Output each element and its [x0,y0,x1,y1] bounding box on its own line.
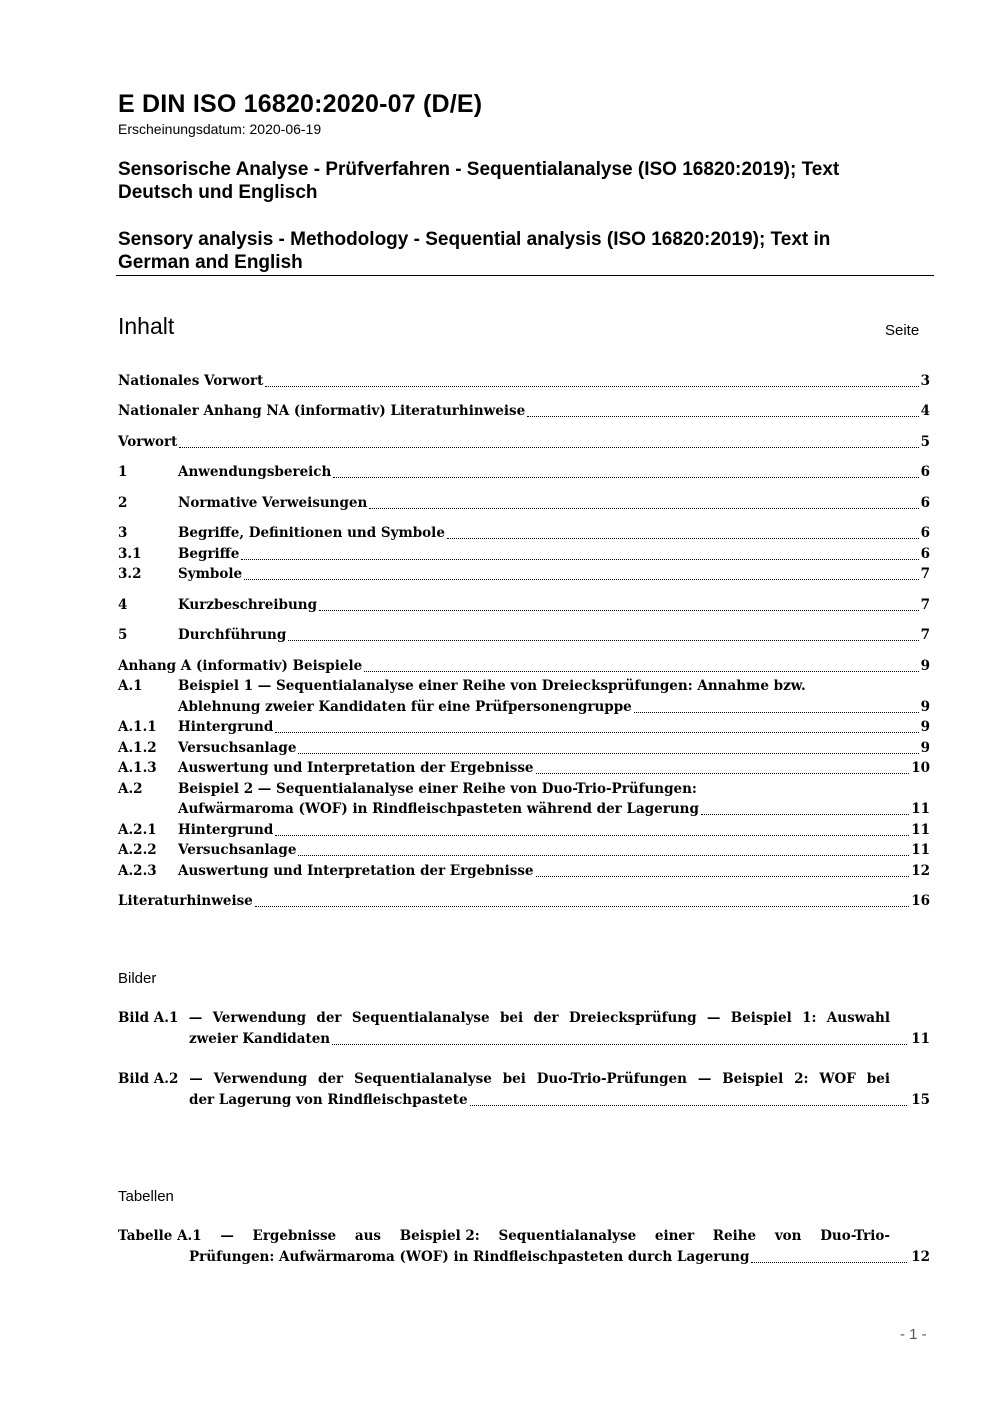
figure-word: der [318,1071,344,1087]
table-word: Ergebnisse [252,1228,337,1244]
figure-word: Dreiecksprüfung [568,1010,697,1026]
english-title-line-1: Sensory analysis - Methodology - Sequential analysis (ISO 16820:2019); Text in [118,229,831,250]
figure-word: 2: [794,1071,809,1087]
toc-entry-vorwort[interactable] [118,432,930,453]
figure-word: Verwendung [213,1071,308,1087]
figure-entry-line-2 [189,1029,930,1050]
figure-word: bei [866,1071,890,1087]
figure-entry-line-1 [118,1008,890,1029]
toc-entry-page: 9 [920,658,930,674]
toc-entry-number: 3 [118,525,128,541]
toc-entry-text: Normative Verweisungen [178,495,368,511]
toc-entry-5[interactable] [118,625,930,646]
figure-word: 1: [802,1010,817,1026]
toc-entry-number: A.2.3 [118,863,157,879]
toc-entry-number: 4 [118,597,128,613]
toc-entry-page: 6 [920,546,930,562]
figure-word: — [697,1071,712,1087]
figure-page: 15 [911,1092,930,1108]
toc-entry-text: Vorwort [118,434,178,450]
table-entry-line-2 [189,1247,930,1268]
toc-entry-4[interactable] [118,595,930,616]
figure-entry-a-2[interactable] [118,1069,930,1111]
toc-entry-page: 6 [920,495,930,511]
table-word: von [774,1228,802,1244]
toc-entry-number: 3.1 [118,546,142,562]
toc-entry-text: Aufwärmaroma (WOF) in Rindfleischpasteten während der Lagerung [178,801,699,817]
figure-dash: — [188,1010,203,1026]
leader-dots [241,544,918,560]
toc-entry-number: 2 [118,495,128,511]
toc-entry-nationaler-anhang[interactable] [118,401,930,422]
figure-caption-continued: der Lagerung von Rindfleischpastete [189,1092,468,1108]
toc-entry-page: 12 [911,863,930,879]
toc-entry-page: 7 [920,597,930,613]
leader-dots [265,371,918,387]
figure-word: bei [502,1071,526,1087]
toc-entry-a-2-1[interactable] [118,820,930,841]
figure-word: Beispiel [730,1010,792,1026]
toc-entry-text: Kurzbeschreibung [178,597,318,613]
german-title-line-2: Deutsch und Englisch [118,182,318,203]
english-title [118,228,918,274]
english-title-line-2: German and English [118,252,303,273]
leader-dots [751,1247,907,1263]
figure-word: — [706,1010,721,1026]
tables-heading: Tabellen [118,1188,174,1205]
leader-dots [364,656,918,672]
toc-entry-text: Beispiel 1 — Sequentialanalyse einer Reihe von Dreiecksprüfungen: Annahme bzw. [178,678,806,694]
toc-entry-page: 6 [920,525,930,541]
toc-entry-text: Versuchsanlage [178,842,297,858]
figure-word: bei [499,1010,524,1026]
toc-entry-text: Beispiel 2 — Sequentialanalyse einer Reihe von Duo-Trio-Prüfungen: [178,781,697,797]
toc-entry-page: 5 [920,434,930,450]
leader-dots [701,799,909,815]
leader-dots [298,738,918,754]
leader-dots [244,564,919,580]
figure-word: der [533,1010,559,1026]
toc-entry-page: 9 [920,719,930,735]
publication-date: Erscheinungsdatum: 2020-06-19 [118,121,322,137]
toc-entry-number: A.2 [118,781,143,797]
leader-dots [536,758,910,774]
toc-entry-a-2-line-2[interactable] [118,799,930,820]
toc-entry-page: 6 [920,464,930,480]
toc-entry-page: 11 [911,842,930,858]
table-entry-a-1[interactable] [118,1226,930,1268]
toc-entry-text: Nationales Vorwort [118,373,264,389]
toc-entry-a-1-3[interactable] [118,758,930,779]
figure-word: Sequentialanalyse [351,1010,490,1026]
toc-entry-text: Symbole [178,566,243,582]
figure-word: Auswahl [826,1010,890,1026]
toc-entry-text: Durchführung [178,627,287,643]
figure-page: 11 [911,1031,930,1047]
toc-entry-literaturhinweise[interactable] [118,891,930,912]
toc-entry-text: Begriffe, Definitionen und Symbole [178,525,445,541]
toc-entry-a-1-line-2[interactable] [118,697,930,718]
toc-entry-text: Hintergrund [178,719,274,735]
figure-word: WOF [819,1071,856,1087]
toc-entry-2[interactable] [118,493,930,514]
toc-entry-number: A.1 [118,678,143,694]
toc-entry-page: 9 [920,740,930,756]
table-word: einer [654,1228,695,1244]
toc-entry-page: 10 [911,760,930,776]
toc-entry-text: Versuchsanlage [178,740,297,756]
leader-dots [369,493,918,509]
toc-entry-number: 1 [118,464,128,480]
toc-entry-anhang-a[interactable] [118,656,930,677]
toc-entry-3[interactable] [118,523,930,544]
table-page: 12 [911,1249,930,1265]
leader-dots [275,820,909,836]
table-word: Duo-Trio- [820,1228,890,1244]
toc-entry-text: Auswertung und Interpretation der Ergebnisse [178,863,534,879]
toc-entry-page: 3 [920,373,930,389]
figure-label: Bild A.2 [118,1071,179,1087]
figure-dash: — [189,1071,203,1087]
figure-label: Bild A.1 [118,1010,179,1026]
leader-dots [332,1029,907,1045]
toc-entry-page: 11 [911,801,930,817]
toc-entry-page: 7 [920,566,930,582]
figure-entry-line-1 [118,1069,890,1090]
toc-entry-page: 7 [920,627,930,643]
leader-dots [470,1090,908,1106]
toc-entry-1[interactable] [118,462,930,483]
leader-dots [319,595,919,611]
page-column-label: Seite [885,322,920,339]
figure-word: der [316,1010,342,1026]
leader-dots [275,717,918,733]
toc-entry-number: A.1.3 [118,760,157,776]
german-title [118,158,918,204]
toc-entry-number: A.2.1 [118,822,157,838]
toc-entry-text: Begriffe [178,546,240,562]
toc-entry-text: Nationaler Anhang NA (informativ) Literaturhinweise [118,403,526,419]
toc-entry-number: A.1.1 [118,719,157,735]
figure-entry-a-1[interactable] [118,1008,930,1050]
toc-entry-number: 5 [118,627,128,643]
figure-word: Verwendung [212,1010,307,1026]
figure-caption-continued: zweier Kandidaten [189,1031,331,1047]
toc-entry-number: 3.2 [118,566,142,582]
figure-entry-line-2 [189,1090,930,1111]
toc-entry-text: Anhang A (informativ) Beispiele [118,658,363,674]
toc-entry-text: Auswertung und Interpretation der Ergebnisse [178,760,534,776]
toc-entry-text: Ablehnung zweier Kandidaten für eine Prüfpersonengruppe [178,699,632,715]
leader-dots [536,861,910,877]
toc-entry-text: Hintergrund [178,822,274,838]
toc-entry-page: 11 [911,822,930,838]
leader-dots [255,891,909,907]
page-number: - 1 - [900,1326,927,1343]
toc-entry-page: 9 [920,699,930,715]
toc-entry-a-1-2[interactable] [118,738,930,759]
table-word: Sequentialanalyse [498,1228,637,1244]
table-dash: — [220,1228,234,1244]
leader-dots [333,462,918,478]
toc-entry-text: Literaturhinweise [118,893,253,909]
title-divider [116,275,934,276]
table-caption-continued: Prüfungen: Aufwärmaroma (WOF) in Rindfleischpasteten durch Lagerung [189,1249,750,1265]
figures-heading: Bilder [118,970,157,987]
toc-entry-3-2[interactable] [118,564,930,585]
table-entry-line-1 [118,1226,890,1247]
toc-entry-a-2-line-1[interactable] [118,779,930,800]
table-word: Beispiel 2: [399,1228,480,1244]
leader-dots [298,840,909,856]
figure-word: Beispiel [722,1071,784,1087]
leader-dots [288,625,918,641]
toc-entry-nationales-vorwort[interactable] [118,371,930,392]
toc-entry-a-1-line-1[interactable] [118,676,930,697]
leader-dots [634,697,919,713]
leader-dots [179,432,918,448]
toc-entry-number: A.1.2 [118,740,157,756]
toc-entry-a-2-2[interactable] [118,840,930,861]
figure-word: Duo-Trio-Prüfungen [536,1071,687,1087]
toc-entry-page: 4 [920,403,930,419]
table-word: Reihe [712,1228,757,1244]
toc-entry-number: A.2.2 [118,842,157,858]
toc-entry-text: Anwendungsbereich [178,464,332,480]
toc-entry-a-2-3[interactable] [118,861,930,882]
table-word: aus [354,1228,381,1244]
table-label: Tabelle A.1 [118,1228,202,1244]
leader-dots [527,401,918,417]
toc-entry-a-1-1[interactable] [118,717,930,738]
leader-dots [447,523,919,539]
toc-entry-3-1[interactable] [118,544,930,565]
german-title-line-1: Sensorische Analyse - Prüfverfahren - Sequentialanalyse (ISO 16820:2019); Text [118,159,840,180]
contents-heading: Inhalt [118,313,175,339]
figure-word: Sequentialanalyse [354,1071,492,1087]
document-title: E DIN ISO 16820:2020-07 (D/E) [118,90,483,118]
toc-entry-page: 16 [911,893,930,909]
